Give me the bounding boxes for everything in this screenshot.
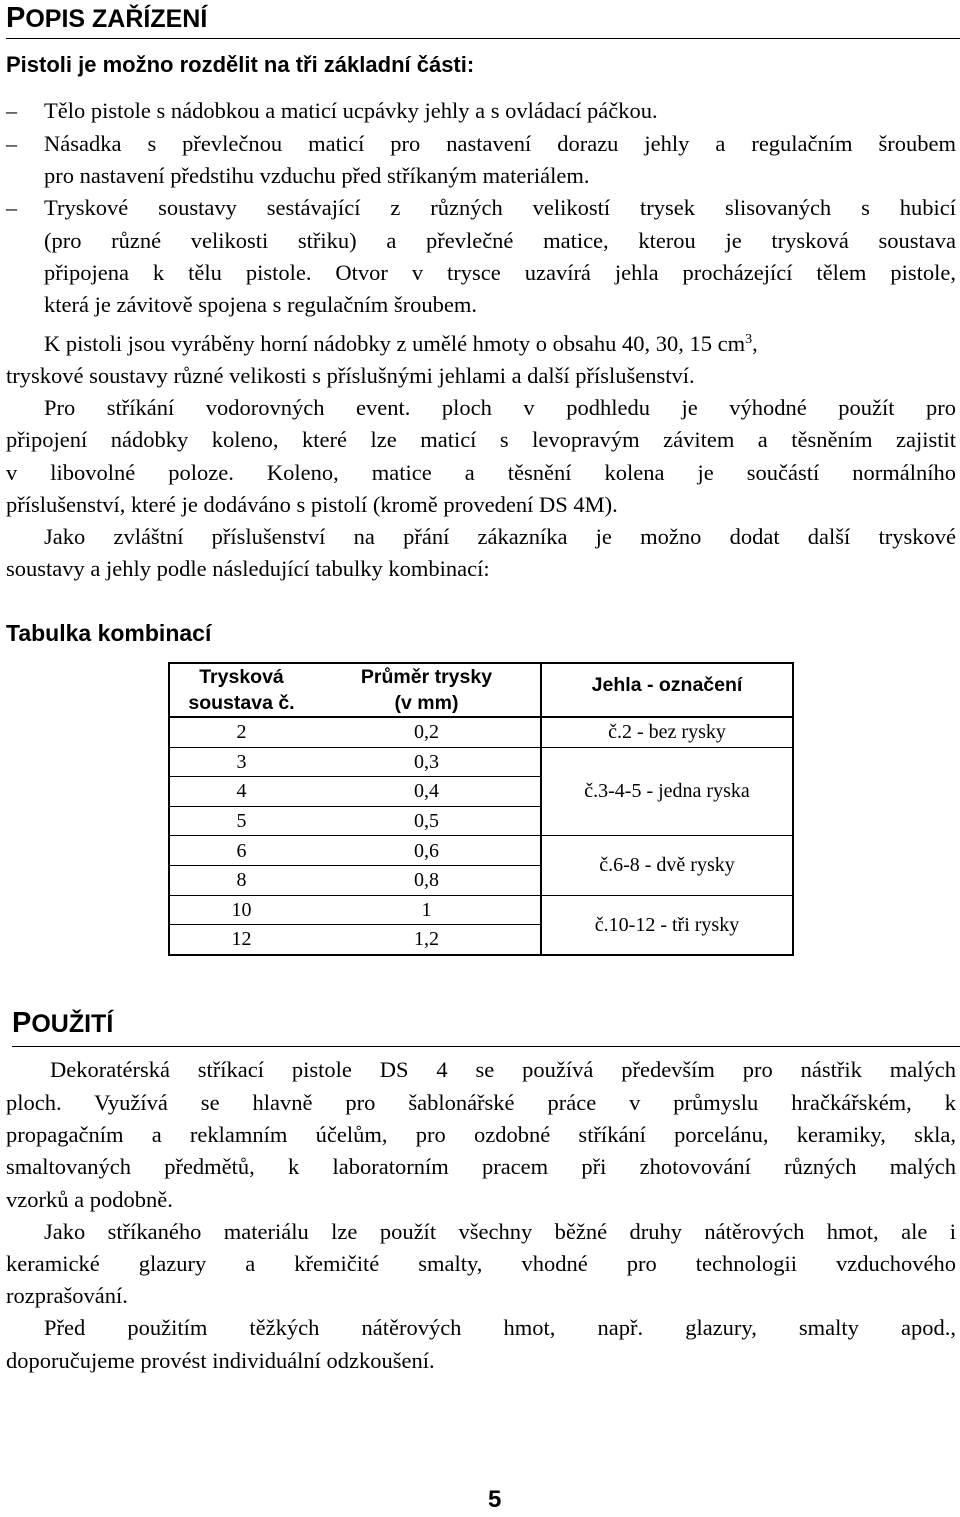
bullet-2-line-1: Násadka s převlečnou maticí pro nastavení dorazu jehly a regulačním šroubem bbox=[44, 131, 956, 156]
cell-soustava: 2 bbox=[169, 717, 313, 747]
cell-prumer: 0,8 bbox=[313, 865, 541, 895]
bullet-3-line-2: (pro různé velikosti střiku) a převlečné matice, kterou je trysková soustava bbox=[44, 228, 956, 253]
title-underline bbox=[6, 38, 960, 39]
bullet-3-line-1: Tryskové soustavy sestávající z různých velikostí trysek slisovaných s hubicí bbox=[44, 195, 956, 220]
cell-prumer: 0,2 bbox=[414, 721, 439, 744]
cell-jehla: č.6-8 - dvě rysky bbox=[541, 836, 793, 895]
para2-line-2: připojení nádobky koleno, které lze maticí s levopravým závitem a těsněním zajistit bbox=[6, 427, 956, 452]
cell-soustava: 5 bbox=[169, 806, 313, 836]
para3-line-1: Jako zvláštní příslušenství na přání zákazníka je možno dodat další tryskové bbox=[44, 524, 956, 549]
bullet-dash: – bbox=[6, 131, 17, 156]
cell-prumer: 0,5 bbox=[313, 806, 541, 836]
cell-soustava: 4 bbox=[169, 777, 313, 807]
use-para2-line-1: Jako stříkaného materiálu lze použít všechny běžné druhy nátěrových hmot, ale i bbox=[44, 1219, 956, 1244]
bullet-1-line-1: Tělo pistole s nádobkou a maticí ucpávky jehly a s ovládací páčkou. bbox=[44, 98, 658, 123]
combination-table bbox=[168, 662, 794, 956]
para1-line-2: tryskové soustavy různé velikosti s příslušnými jehlami a další příslušenství. bbox=[6, 363, 695, 388]
use-para3-line-1: Před použitím těžkých nátěrových hmot, např. glazury, smalty apod., bbox=[44, 1315, 956, 1340]
table-title: Tabulka kombinací bbox=[6, 620, 212, 646]
table-row bbox=[169, 747, 793, 777]
section-title-popis: POPIS ZAŘÍZENÍ bbox=[6, 2, 208, 34]
header-soustava: Trysková soustava č. bbox=[169, 663, 313, 717]
subtitle: Pistoli je možno rozdělit na tři základní části: bbox=[6, 52, 475, 77]
cell-jehla: č.3-4-5 - jedna ryska bbox=[541, 747, 793, 836]
header-prumer: Průměr trysky (v mm) bbox=[313, 663, 541, 717]
use-para2-line-2: keramické glazury a křemičité smalty, vhodné pro technologii vzduchového bbox=[6, 1251, 956, 1276]
cell-jehla: č.10-12 - tři rysky bbox=[541, 895, 793, 955]
cell-soustava: 10 bbox=[169, 895, 313, 925]
title-underline bbox=[12, 1046, 960, 1047]
cell-prumer: 0,6 bbox=[313, 836, 541, 866]
para2-line-3: v libovolné poloze. Koleno, matice a těsnění kolena je součástí normálního bbox=[6, 460, 956, 485]
table-header-row bbox=[169, 663, 793, 717]
cell-soustava: 6 bbox=[169, 836, 313, 866]
cell-prumer: 1,2 bbox=[313, 925, 541, 955]
para3-line-2: soustavy a jehly podle následující tabulky kombinací: bbox=[6, 556, 490, 581]
cell-prumer: 1 bbox=[313, 895, 541, 925]
bullet-dash: – bbox=[6, 195, 17, 220]
para2-line-4: příslušenství, které je dodáváno s pistolí (kromě provedení DS 4M). bbox=[6, 492, 618, 517]
bullet-dash: – bbox=[6, 98, 17, 123]
page-number: 5 bbox=[488, 1486, 502, 1513]
bullet-3-line-4: která je závitově spojena s regulačním šroubem. bbox=[44, 292, 477, 317]
cell-prumer: 0,3 bbox=[313, 747, 541, 777]
table-row bbox=[169, 836, 793, 866]
bullet-2-line-2: pro nastavení předstihu vzduchu před stříkaným materiálem. bbox=[44, 163, 590, 188]
use-para2-line-3: rozprašování. bbox=[6, 1283, 128, 1308]
header-jehla: Jehla - označení bbox=[541, 663, 793, 717]
table-row bbox=[169, 717, 793, 747]
use-para1-line-4: smaltovaných předmětů, k laboratorním pracem při zhotovování různých malých bbox=[6, 1154, 956, 1179]
cell-jehla: č.2 - bez rysky bbox=[541, 717, 793, 747]
cell-prumer: 0,4 bbox=[313, 777, 541, 807]
use-para1-line-3: propagačním a reklamním účelům, pro ozdobné stříkání porcelánu, keramiky, skla, bbox=[6, 1122, 956, 1147]
section-title-pouziti: POUŽITÍ bbox=[12, 1007, 114, 1039]
cell-soustava: 3 bbox=[169, 747, 313, 777]
table-row bbox=[169, 895, 793, 925]
cell-soustava: 8 bbox=[169, 865, 313, 895]
bullet-3-line-3: připojena k tělu pistole. Otvor v trysce uzavírá jehla procházející tělem pistole, bbox=[44, 260, 956, 285]
use-para1-line-2: ploch. Využívá se hlavně pro šablonářské práce v průmyslu hračkářském, k bbox=[6, 1090, 956, 1115]
cell-soustava: 12 bbox=[169, 925, 313, 955]
para1-line-1: K pistoli jsou vyráběny horní nádobky z umělé hmoty o obsahu 40, 30, 15 $cm^3$, bbox=[44, 331, 758, 356]
use-para3-line-2: doporučujeme provést individuální odzkoušení. bbox=[6, 1348, 435, 1373]
use-para1-line-1: Dekoratérská stříkací pistole DS 4 se používá především pro nástřik malých bbox=[50, 1057, 956, 1082]
use-para1-line-5: vzorků a podobně. bbox=[6, 1187, 173, 1212]
para2-line-1: Pro stříkání vodorovných event. ploch v podhledu je výhodné použít pro bbox=[44, 395, 956, 420]
